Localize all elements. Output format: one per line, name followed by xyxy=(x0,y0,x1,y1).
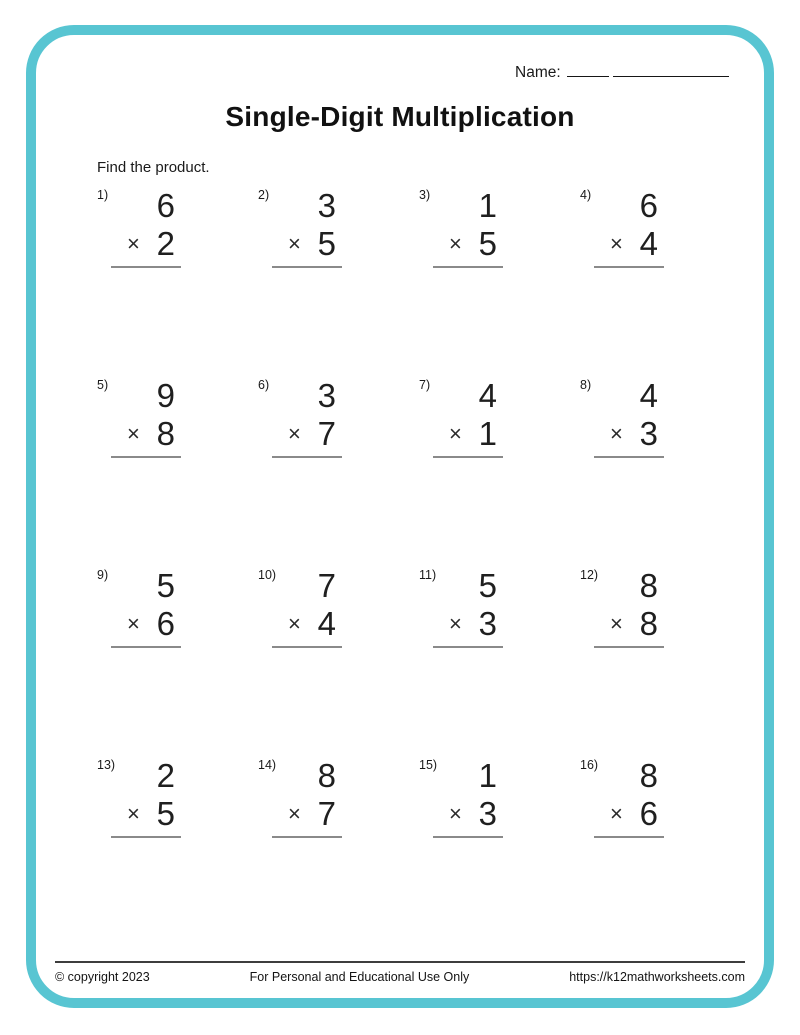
multiply-icon: × xyxy=(127,231,140,256)
answer-line xyxy=(594,836,664,838)
problem-number: 10) xyxy=(258,568,277,582)
multiply-icon: × xyxy=(610,421,623,446)
problem-cell-2 xyxy=(258,186,419,376)
name-label: Name: xyxy=(515,64,561,81)
multiplicand: 8 xyxy=(639,757,658,794)
problem-body xyxy=(111,566,181,648)
website-url: https://k12mathworksheets.com xyxy=(569,970,745,984)
name-row xyxy=(515,59,729,82)
problem-cell-3 xyxy=(419,186,580,376)
multiplier: 3 xyxy=(478,605,497,642)
problem-number: 12) xyxy=(580,568,599,582)
answer-line xyxy=(111,266,181,268)
multiplier: 5 xyxy=(156,795,175,832)
problem-body xyxy=(433,566,503,648)
problem-body xyxy=(272,756,342,838)
problem-body xyxy=(594,756,664,838)
name-blank-line xyxy=(613,59,729,77)
problem-cell-11 xyxy=(419,566,580,756)
problem-number: 4) xyxy=(580,188,592,202)
problems-grid xyxy=(97,186,741,946)
multiplicand: 5 xyxy=(478,567,497,604)
problem-body xyxy=(594,376,664,458)
multiply-icon: × xyxy=(449,421,462,446)
answer-line xyxy=(433,836,503,838)
problem-cell-4 xyxy=(580,186,741,376)
problem-number: 13) xyxy=(97,758,116,772)
problem-body xyxy=(433,376,503,458)
multiplicand: 6 xyxy=(639,187,658,224)
problem-body xyxy=(594,566,664,648)
problem-number: 1) xyxy=(97,188,109,202)
multiplier-row xyxy=(111,226,181,262)
multiplier: 4 xyxy=(639,225,658,262)
multiplicand: 1 xyxy=(478,187,497,224)
problem-body xyxy=(594,186,664,268)
problem-cell-15 xyxy=(419,756,580,946)
problem-body xyxy=(111,756,181,838)
answer-line xyxy=(433,456,503,458)
multiplicand: 4 xyxy=(478,377,497,414)
multiply-icon: × xyxy=(127,801,140,826)
multiply-icon: × xyxy=(288,231,301,256)
footer xyxy=(55,961,745,984)
problem-cell-13 xyxy=(97,756,258,946)
multiplicand: 8 xyxy=(639,567,658,604)
multiplier-row xyxy=(594,416,664,452)
multiplier-row xyxy=(111,796,181,832)
multiplier-row xyxy=(433,796,503,832)
problem-number: 14) xyxy=(258,758,277,772)
multiplier-row xyxy=(272,226,342,262)
answer-line xyxy=(594,456,664,458)
problem-body xyxy=(272,566,342,648)
problem-body xyxy=(111,376,181,458)
multiplicand: 1 xyxy=(478,757,497,794)
answer-line xyxy=(433,646,503,648)
multiplier-row xyxy=(272,416,342,452)
multiply-icon: × xyxy=(288,611,301,636)
multiplier-row xyxy=(594,796,664,832)
problem-body xyxy=(433,186,503,268)
problem-cell-6 xyxy=(258,376,419,566)
answer-line xyxy=(111,456,181,458)
multiply-icon: × xyxy=(610,801,623,826)
multiply-icon: × xyxy=(288,421,301,446)
multiplier: 5 xyxy=(317,225,336,262)
multiply-icon: × xyxy=(449,231,462,256)
answer-line xyxy=(111,646,181,648)
problem-number: 11) xyxy=(419,568,437,582)
problem-number: 6) xyxy=(258,378,270,392)
answer-line xyxy=(272,266,342,268)
multiplier: 8 xyxy=(156,415,175,452)
multiply-icon: × xyxy=(610,611,623,636)
problem-number: 15) xyxy=(419,758,438,772)
multiplicand: 5 xyxy=(156,567,175,604)
multiplier-row xyxy=(272,796,342,832)
multiplicand: 7 xyxy=(317,567,336,604)
multiply-icon: × xyxy=(127,611,140,636)
answer-line xyxy=(594,266,664,268)
multiplicand: 4 xyxy=(639,377,658,414)
multiplier-row xyxy=(594,606,664,642)
multiplier-row xyxy=(433,416,503,452)
multiplier: 3 xyxy=(639,415,658,452)
multiplier: 5 xyxy=(478,225,497,262)
multiply-icon: × xyxy=(288,801,301,826)
multiplier: 7 xyxy=(317,795,336,832)
name-blank-line xyxy=(567,59,609,77)
problem-number: 3) xyxy=(419,188,431,202)
multiply-icon: × xyxy=(449,801,462,826)
answer-line xyxy=(111,836,181,838)
page-title: Single-Digit Multiplication xyxy=(225,101,575,132)
problem-body xyxy=(111,186,181,268)
problem-number: 16) xyxy=(580,758,599,772)
multiplier-row xyxy=(111,606,181,642)
problem-cell-12 xyxy=(580,566,741,756)
multiplicand: 6 xyxy=(156,187,175,224)
problem-number: 8) xyxy=(580,378,592,392)
usage-text: For Personal and Educational Use Only xyxy=(249,970,470,984)
multiplicand: 2 xyxy=(156,757,175,794)
problem-body xyxy=(272,376,342,458)
answer-line xyxy=(594,646,664,648)
multiplicand: 3 xyxy=(317,187,336,224)
multiply-icon: × xyxy=(449,611,462,636)
problem-cell-10 xyxy=(258,566,419,756)
problem-cell-7 xyxy=(419,376,580,566)
multiplier: 6 xyxy=(156,605,175,642)
multiplier: 6 xyxy=(639,795,658,832)
problem-cell-5 xyxy=(97,376,258,566)
multiply-icon: × xyxy=(610,231,623,256)
multiplier-row xyxy=(433,606,503,642)
answer-line xyxy=(272,456,342,458)
problem-cell-14 xyxy=(258,756,419,946)
multiplier: 3 xyxy=(478,795,497,832)
copyright-text: © copyright 2023 xyxy=(55,970,150,984)
multiplicand: 3 xyxy=(317,377,336,414)
multiplier: 8 xyxy=(639,605,658,642)
multiplier: 1 xyxy=(478,415,497,452)
multiplicand: 9 xyxy=(156,377,175,414)
multiplier-row xyxy=(594,226,664,262)
multiplier: 7 xyxy=(317,415,336,452)
problem-body xyxy=(433,756,503,838)
multiplier-row xyxy=(433,226,503,262)
multiplier: 4 xyxy=(317,605,336,642)
instruction-text: Find the product. xyxy=(97,159,210,176)
answer-line xyxy=(433,266,503,268)
multiply-icon: × xyxy=(127,421,140,446)
answer-line xyxy=(272,836,342,838)
multiplier-row xyxy=(111,416,181,452)
problem-number: 5) xyxy=(97,378,109,392)
problem-body xyxy=(272,186,342,268)
answer-line xyxy=(272,646,342,648)
problem-cell-16 xyxy=(580,756,741,946)
problem-cell-9 xyxy=(97,566,258,756)
problem-cell-8 xyxy=(580,376,741,566)
multiplicand: 8 xyxy=(317,757,336,794)
footer-text-row xyxy=(55,963,745,984)
problem-number: 7) xyxy=(419,378,431,392)
multiplier-row xyxy=(272,606,342,642)
problem-cell-1 xyxy=(97,186,258,376)
problem-number: 9) xyxy=(97,568,109,582)
problem-number: 2) xyxy=(258,188,270,202)
multiplier: 2 xyxy=(156,225,175,262)
